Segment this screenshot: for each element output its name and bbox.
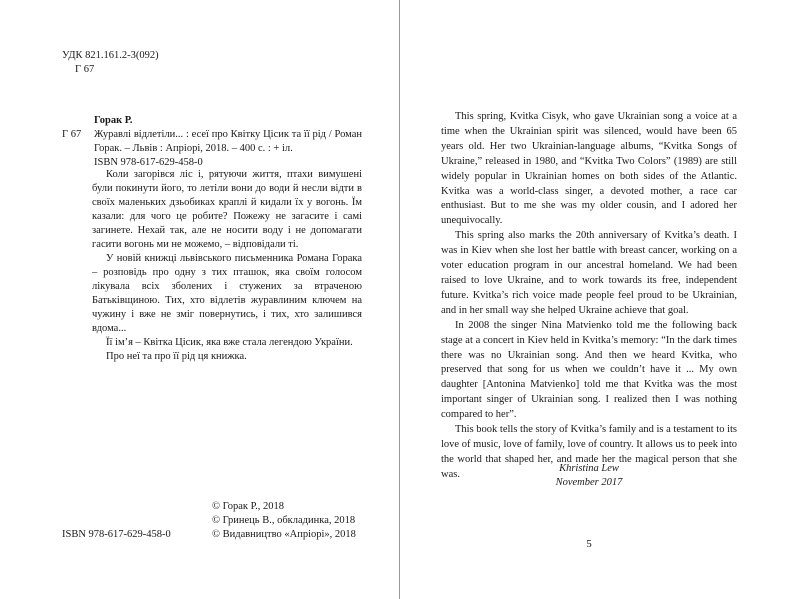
annotation-paragraph: У новій книжці львівського письменника Романа Горака – розповідь про одну з тих пташок, яка своїм голосом лікувала всіх зболених і стужених за втраченою Батьківщиною. Тих, хто відлетів журавлиним ключем на чужину і вже не зміг повернутись, і тих, хто залишився вдома... [92,253,362,334]
page-gutter [399,0,400,599]
foreword-paragraph: This spring, Kvitka Cisyk, who gave Ukrainian song a voice at a time when the Ukrainian spirit was silenced, would have been 65 years old. Her two Ukrainian-language albums, “Kvitka Songs of Ukraine,” released in 1980, and “Kvitka Two Colors” (1989) are still widely popular in Ukrainian homes on both sides of the Atlantic. Kvitka was a world-class singer, a devoted mother, a race car enthusiast. But to me she was my older cousin, and I adored her unequivocally. [441,111,737,227]
catalog-record [62,114,362,170]
annotation [92,168,362,364]
catalog-description: Журавлі відлетіли... : есеї про Квітку Цісик та її рід / Роман Горак. – Львів : Апріорі, 2018. – 400 с. : + іл. [94,129,362,154]
imprint-line [62,500,372,514]
signature-date: November 2017 [555,477,623,488]
foreword-paragraph: This book tells the story of Kvitka’s family and is a testament to its love of music, love of family, love of country. It allows us to peek into the world that shaped her, and made her the magical person that she was. [441,424,738,480]
catalog-code: Г 67 [62,129,82,140]
bbk-code: Г 67 [75,64,95,75]
copyright-author: © Горак Р., 2018 [212,501,285,512]
page-number: 5 [586,538,592,550]
imprint [62,500,372,542]
catalog-author: Горак Р. [94,115,133,126]
annotation-paragraph: Її ім’я – Квітка Цісик, яка вже стала легендою України. [106,337,353,348]
copyright-cover: © Гринець В., обкладинка, 2018 [212,515,356,526]
foreword-paragraph: In 2008 the singer Nina Matvienko told me the following back stage at a concert in Kiev held in Kvitka’s memory: “In the dark times there was no Ukrainian song. And then we heard Kvitka, who preserved that song for us when we couldn’t have it ... My own daughter [Antonina Matvienko] told me that Kvitka was the most important singer of Ukrainian song. I realized then I was nothing compared to her”. [441,319,737,421]
imprint-isbn: ISBN 978-617-629-458-0 [62,529,171,540]
udk-code: УДК 821.161.2-3(092) [62,50,159,61]
copyright-publisher: © Видавництво «Апріорі», 2018 [212,529,356,540]
signature-name: Khristina Lew [559,463,619,474]
catalog-row [62,128,362,156]
imprint-line [62,514,372,528]
foreword-paragraph: This spring also marks the 20th anniversary of Kvitka’s death. I was in Kiev when she lost her battle with breast cancer, working on a voter education program in our ancestral homeland. We had been raised to love Ukraine, and to work towards its free, independent future. Kvitka’s rich voice made people feel proud to be Ukrainian, and in her small way she helped Ukraine achieve that goal. [441,230,737,316]
signature [441,462,737,490]
annotation-paragraph: Про неї та про її рід ця книжка. [106,351,247,362]
annotation-paragraph: Коли загорівся ліс і, рятуючи життя, птахи вимушені були покинути його, то летіли вони до води й несли відти в своїх маленьких дзьобиках краплі й кидали їх у вогонь. Їм казали: для чого це робите? Пожежу не загасите і самі загинете. Нехай так, але не носити воду і не допомагати гасити вогонь ми не можемо, – відповідали ті. [92,169,362,250]
imprint-line [62,528,372,542]
classification-codes [62,49,159,77]
foreword-text [441,110,737,483]
catalog-isbn: ISBN 978-617-629-458-0 [94,157,203,168]
